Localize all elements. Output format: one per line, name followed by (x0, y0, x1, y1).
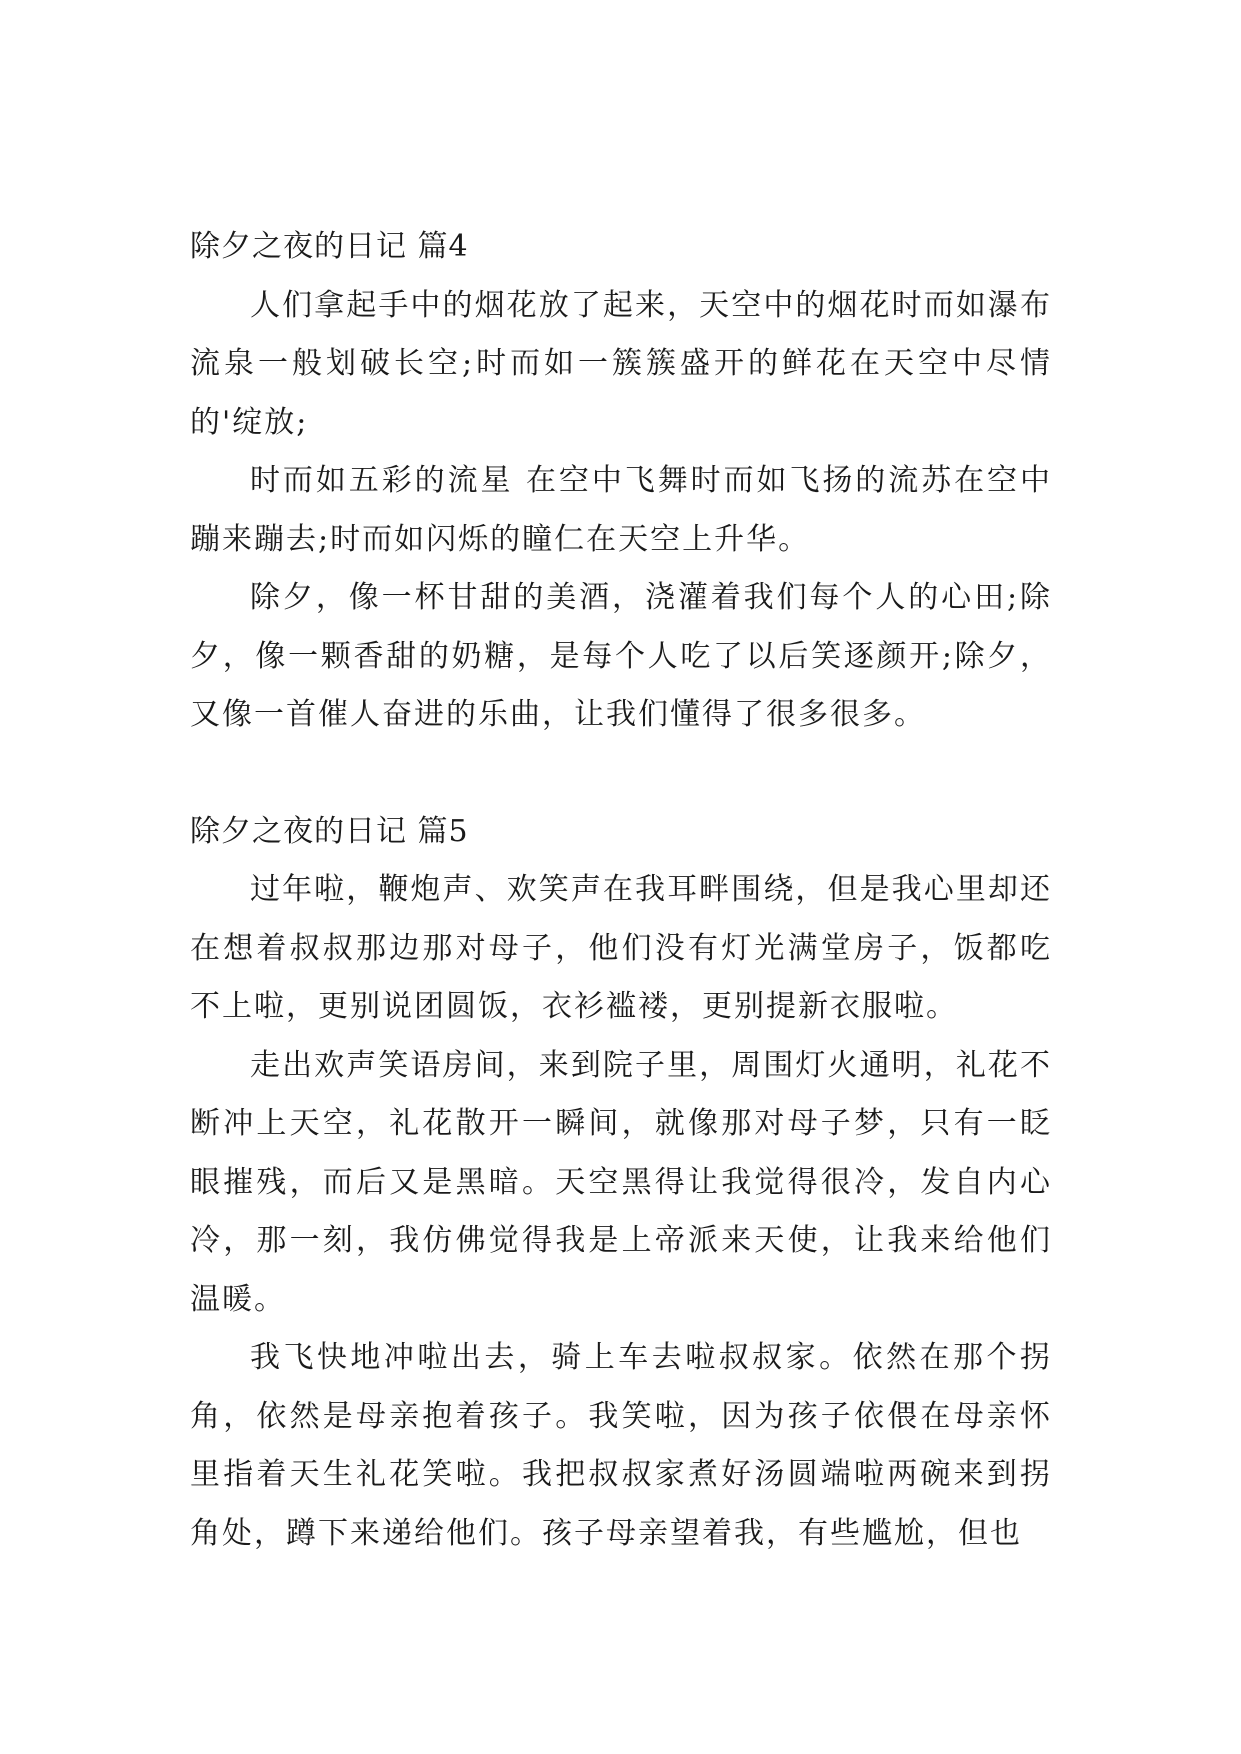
diary-section-5 (190, 803, 1052, 1564)
paragraph: 时而如五彩的流星 在空中飞舞时而如飞扬的流苏在空中蹦来蹦去;时而如闪烁的瞳仁在天空上升华。 (190, 463, 1052, 557)
paragraph: 我飞快地冲啦出去，骑上车去啦叔叔家。依然在那个拐角，依然是母亲抱着孩子。我笑啦，因为孩子依偎在母亲怀里指着天生礼花笑啦。我把叔叔家煮好汤圆端啦两碗来到拐角处，蹲下来递给他们。孩子母亲望着我，有些尴尬，但也 (190, 1340, 1052, 1551)
section-title: 除夕之夜的日记 篇4 (190, 229, 469, 264)
section-title: 除夕之夜的日记 篇5 (190, 813, 469, 849)
paragraph: 人们拿起手中的烟花放了起来，天空中的烟花时而如瀑布流泉一般划破长空;时而如一簇簇盛开的鲜花在天空中尽情的'绽放; (190, 287, 1052, 440)
document-body (190, 218, 1052, 1563)
paragraph: 过年啦，鞭炮声、欢笑声在我耳畔围绕，但是我心里却还在想着叔叔那边那对母子，他们没有灯光满堂房子，饭都吃不上啦，更别说团圆饭，衣衫褴褛，更别提新衣服啦。 (190, 872, 1052, 1024)
diary-section-4 (190, 218, 1052, 745)
paragraph: 除夕，像一杯甘甜的美酒，浇灌着我们每个人的心田;除夕，像一颗香甜的奶糖，是每个人吃了以后笑逐颜开;除夕，又像一首催人奋进的乐曲，让我们懂得了很多很多。 (190, 580, 1052, 732)
paragraph: 走出欢声笑语房间，来到院子里，周围灯火通明，礼花不断冲上天空，礼花散开一瞬间，就像那对母子梦，只有一眨眼摧残，而后又是黑暗。天空黑得让我觉得很冷，发自内心冷，那一刻，我仿佛觉得我是上帝派来天使，让我来给他们温暖。 (190, 1047, 1052, 1317)
